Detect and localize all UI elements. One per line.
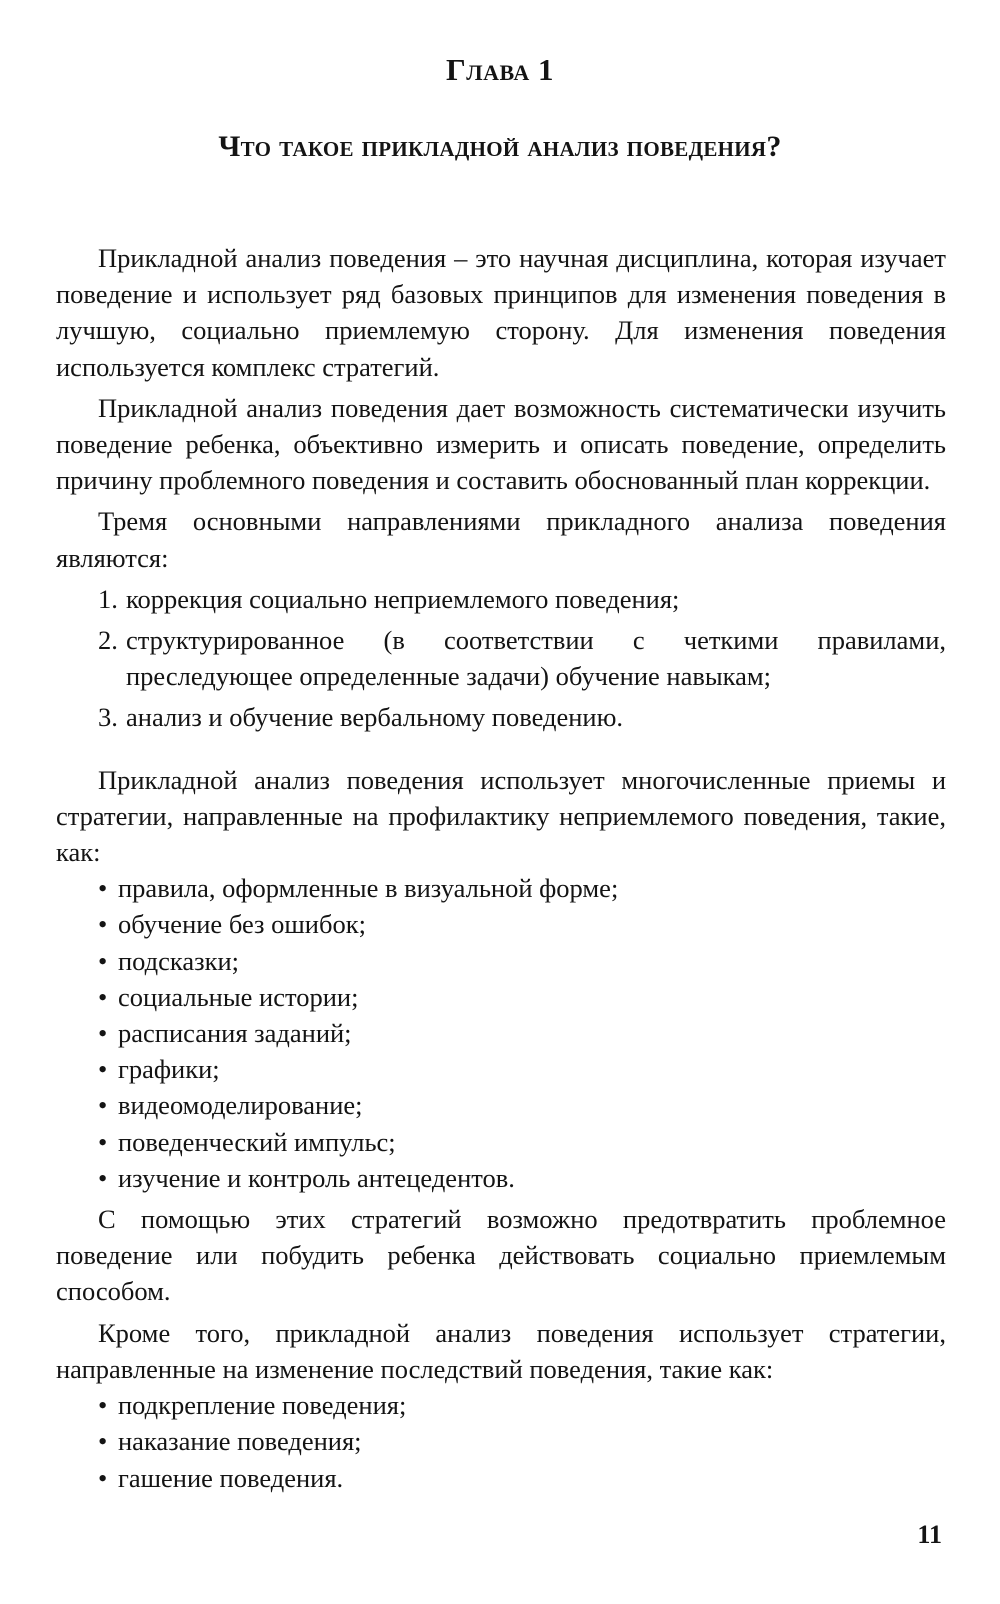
directions-list xyxy=(56,581,946,736)
prevention-strategies-list xyxy=(56,870,946,1196)
bullet-icon: • xyxy=(98,1462,108,1493)
list-item xyxy=(56,622,946,694)
list-item-text: анализ и обучение вербальному поведению. xyxy=(126,702,624,733)
bullet-icon: • xyxy=(98,873,108,904)
chapter-label: Глава 1 xyxy=(446,52,554,87)
bullet-icon: • xyxy=(98,1018,108,1049)
list-item-text: наказание поведения; xyxy=(118,1426,362,1457)
bullet-icon: • xyxy=(98,1090,108,1121)
list-item xyxy=(56,1160,946,1196)
list-item-number: 2. xyxy=(98,625,118,656)
list-item xyxy=(56,1124,946,1160)
bullet-icon: • xyxy=(98,1426,108,1457)
list-item-text: правила, оформленные в визуальной форме; xyxy=(118,873,619,904)
list-item xyxy=(56,1051,946,1087)
list-item xyxy=(56,1087,946,1123)
list-item-text: коррекция социально неприемлемого поведения; xyxy=(126,583,680,614)
list-item-text: структурированное (в соответствии с четкими правилами, преследующее определенные задачи) обучение навыкам; xyxy=(126,625,946,692)
paragraph-prevention-result: С помощью этих стратегий возможно предотвратить проблемное поведение или побудить ребенка действовать социально приемлемым способом. xyxy=(56,1204,946,1307)
bullet-icon: • xyxy=(98,1390,108,1421)
list-item-text: обучение без ошибок; xyxy=(118,909,366,940)
paragraph-directions-intro: Тремя основными направлениями прикладного анализа поведения являются: xyxy=(56,506,946,573)
list-item xyxy=(56,906,946,942)
list-item xyxy=(56,699,946,735)
paragraph-prevention-intro: Прикладной анализ поведения использует многочисленные приемы и стратегии, направленные на профилактику неприемлемого поведения, такие, как: xyxy=(56,764,946,868)
chapter-title: Что такое прикладной анализ поведения? xyxy=(218,130,782,163)
list-item-number: 1. xyxy=(98,583,118,614)
bullet-icon: • xyxy=(98,945,108,976)
list-item-text: подсказки; xyxy=(118,945,240,976)
bullet-icon: • xyxy=(98,1126,108,1157)
paragraph-possibilities: Прикладной анализ поведения дает возможность систематически изучить поведение ребенка, объективно измерить и описать поведение, определить причину проблемного поведения и составить обоснованный план коррекции. xyxy=(56,392,946,496)
bullet-icon: • xyxy=(98,1162,108,1193)
list-item xyxy=(56,1015,946,1051)
list-item-text: поведенческий импульс; xyxy=(118,1126,396,1157)
list-item xyxy=(56,581,946,617)
chapter-body xyxy=(56,240,946,1496)
list-item xyxy=(56,943,946,979)
list-item-text: социальные истории; xyxy=(118,981,359,1012)
list-item-text: видеомоделирование; xyxy=(118,1090,363,1121)
paragraph-consequences-intro: Кроме того, прикладной анализ поведения использует стратегии, направленные на изменение последствий поведения, такие как: xyxy=(56,1317,946,1384)
list-item xyxy=(56,979,946,1015)
page-number: 11 xyxy=(917,1520,942,1549)
consequence-strategies-list xyxy=(56,1387,946,1496)
list-item-text: расписания заданий; xyxy=(118,1018,352,1049)
list-item-text: графики; xyxy=(118,1054,220,1085)
bullet-icon: • xyxy=(98,1054,108,1085)
list-item-text: изучение и контроль антецедентов. xyxy=(118,1162,515,1193)
bullet-icon: • xyxy=(98,909,108,940)
bullet-icon: • xyxy=(98,981,108,1012)
list-item xyxy=(56,870,946,906)
list-item-text: гашение поведения. xyxy=(118,1462,344,1493)
list-item-number: 3. xyxy=(98,702,118,733)
paragraph-definition: Прикладной анализ поведения – это научная дисциплина, которая изучает поведение и использует ряд базовых принципов для изменения поведения в лучшую, социально приемлемую сторону. Для изменения поведения используется комплекс стратегий. xyxy=(56,243,946,382)
list-item xyxy=(56,1423,946,1459)
list-item xyxy=(56,1387,946,1423)
list-item-text: подкрепление поведения; xyxy=(118,1390,407,1421)
list-item xyxy=(56,1460,946,1496)
